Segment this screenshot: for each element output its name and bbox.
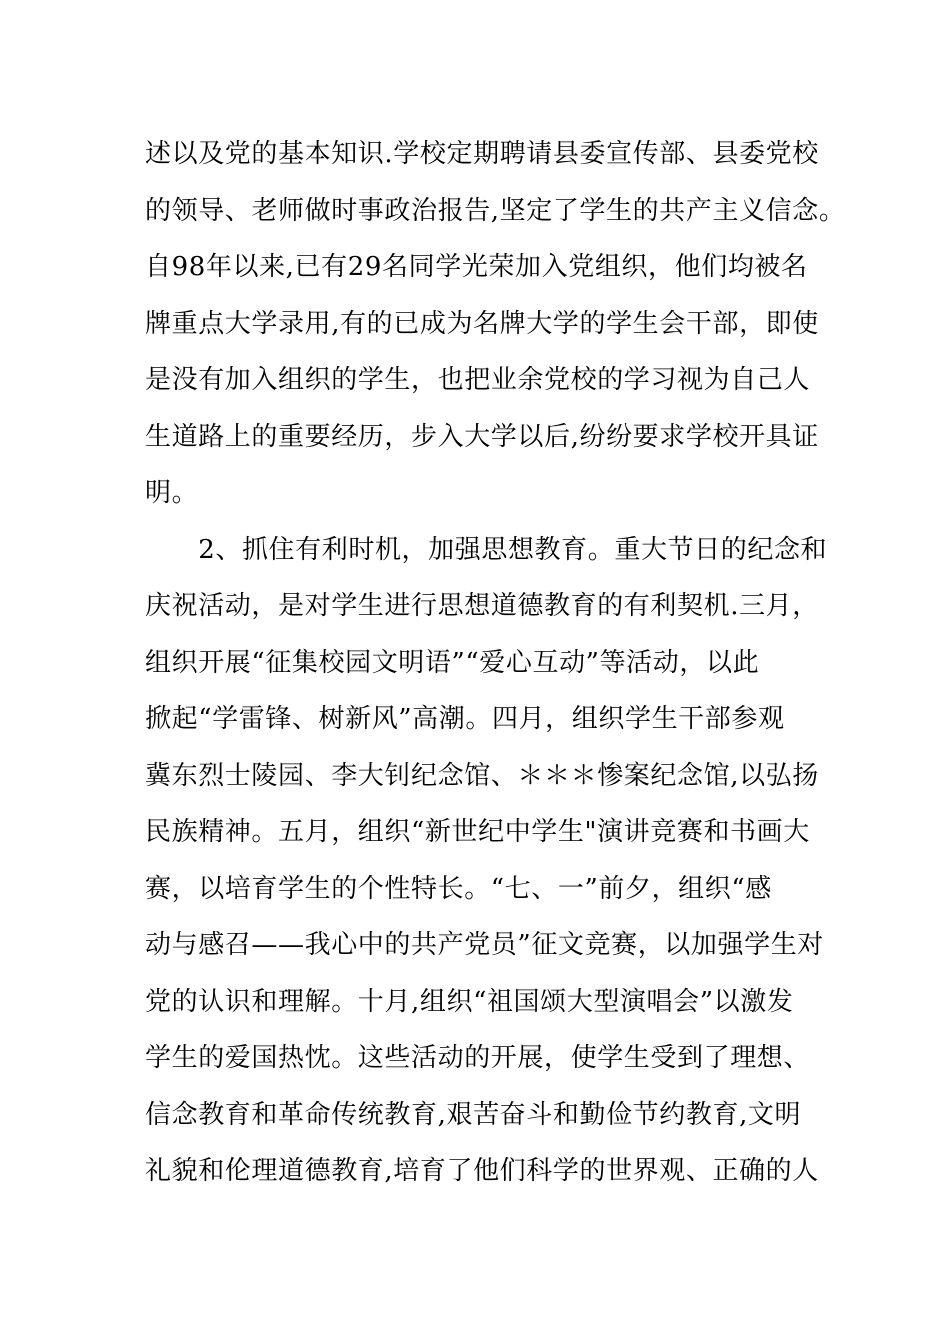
text-line bbox=[145, 1200, 817, 1257]
text-line: 2、抓住有利时机，加强思想教育。重大节日的纪念和 bbox=[145, 534, 828, 565]
text-line: 学生的爱国热忱。这些活动的开展，使学生受到了理想、 bbox=[145, 1043, 811, 1073]
text-line: 是没有加入组织的学生，也把业余党校的学习视为自己人 bbox=[145, 365, 811, 395]
text-line: 赛，以培育学生的个性特长。“七、一”前夕，组织“感 bbox=[145, 873, 772, 904]
document-body bbox=[145, 126, 846, 1256]
text-line: 明。 bbox=[145, 478, 199, 508]
paragraph-2 bbox=[145, 522, 828, 1257]
text-line: 信念教育和革命传统教育,艰苦奋斗和勤俭节约教育,文明 bbox=[145, 1099, 802, 1130]
text-line: 述以及党的基本知识.学校定期聘请县委宣传部、县委党校 bbox=[145, 139, 819, 169]
text-line: 冀东烈士陵园、李大钊纪念馆、＊＊＊惨案纪念馆,以弘扬 bbox=[145, 760, 819, 791]
paragraph-1 bbox=[145, 126, 846, 522]
text-line: 民族精神。五月，组织“新世纪中学生"演讲竞赛和书画大 bbox=[145, 817, 810, 847]
text-line: 动与感召——我心中的共产党员”征文竞赛，以加强学生对 bbox=[145, 930, 824, 960]
text-line: 组织开展“征集校园文明语”“爱心互动”等活动，以此 bbox=[145, 647, 760, 678]
text-line: 自98年以来,已有29名同学光荣加入党组织，他们均被名 bbox=[145, 252, 808, 282]
text-line: 的领导、老师做时事政治报告,坚定了学生的共产主义信念。 bbox=[145, 195, 846, 226]
text-line: 礼貌和伦理道德教育,培育了他们科学的世界观、正确的人 bbox=[145, 1156, 819, 1186]
text-line: 党的认识和理解。十月,组织“祖国颂大型演唱会”以激发 bbox=[145, 986, 794, 1017]
text-line: 掀起“学雷锋、树新风”高潮。四月，组织学生干部参观 bbox=[145, 704, 785, 734]
text-line: 庆祝活动，是对学生进行思想道德教育的有利契机.三月， bbox=[145, 591, 819, 621]
text-line: 牌重点大学录用,有的已成为名牌大学的学生会干部，即使 bbox=[145, 308, 819, 339]
text-line: 生道路上的重要经历，步入大学以后,纷纷要求学校开具证 bbox=[145, 421, 819, 452]
